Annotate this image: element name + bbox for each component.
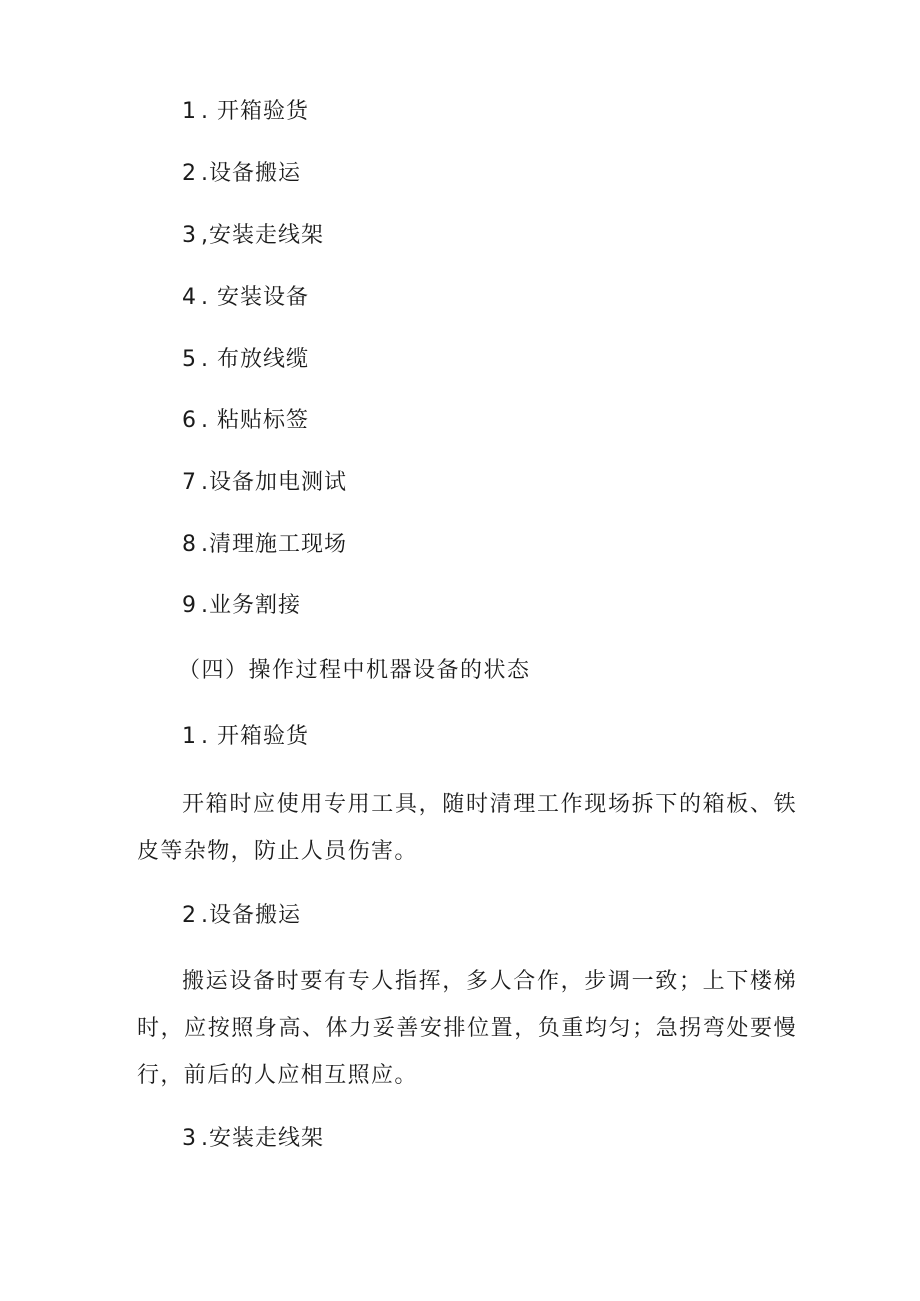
subsection-title: . 开箱验货 <box>201 724 309 749</box>
step-number: 2 <box>182 161 197 186</box>
step-text: . 开箱验货 <box>201 99 309 124</box>
step-text: .清理施工现场 <box>201 532 347 557</box>
step-number: 5 <box>182 347 197 372</box>
step-item <box>182 100 309 124</box>
step-text: ,安装走线架 <box>201 223 324 248</box>
step-text: .业务割接 <box>201 593 301 618</box>
step-item <box>182 162 301 186</box>
step-item <box>182 286 309 310</box>
step-text: . 布放线缆 <box>201 347 309 372</box>
step-text: . 安装设备 <box>201 285 309 310</box>
step-number: 8 <box>182 532 197 557</box>
step-number: 4 <box>182 285 197 310</box>
subsection-title: .设备搬运 <box>201 903 301 928</box>
step-item <box>182 348 309 372</box>
step-text: . 粘贴标签 <box>201 408 309 433</box>
step-text: .设备搬运 <box>201 161 301 186</box>
step-number: 1 <box>182 99 197 124</box>
step-number: 6 <box>182 408 197 433</box>
step-item <box>182 471 347 495</box>
step-number: 3 <box>182 223 197 248</box>
subsection-heading <box>182 725 309 749</box>
step-number: 7 <box>182 470 197 495</box>
section-heading: （四）操作过程中机器设备的状态 <box>178 658 531 683</box>
step-item <box>182 533 347 557</box>
subsection-number: 2 <box>182 903 197 928</box>
step-text: .设备加电测试 <box>201 470 347 495</box>
subsection-title: .安装走线架 <box>201 1126 324 1151</box>
subsection-number: 1 <box>182 724 197 749</box>
step-item <box>182 409 309 433</box>
paragraph: 开箱时应使用专用工具，随时清理工作现场拆下的箱板、铁皮等杂物，防止人员伤害。 <box>137 792 797 864</box>
subsection-number: 3 <box>182 1126 197 1151</box>
subsection-heading <box>182 1127 324 1151</box>
step-item <box>182 594 301 618</box>
subsection-heading <box>182 904 301 928</box>
step-number: 9 <box>182 593 197 618</box>
step-item <box>182 224 324 248</box>
paragraph: 搬运设备时要有专人指挥，多人合作，步调一致；上下楼梯时，应按照身高、体力妥善安排位置，负重均匀；急拐弯处要慢行，前后的人应相互照应。 <box>137 969 797 1088</box>
